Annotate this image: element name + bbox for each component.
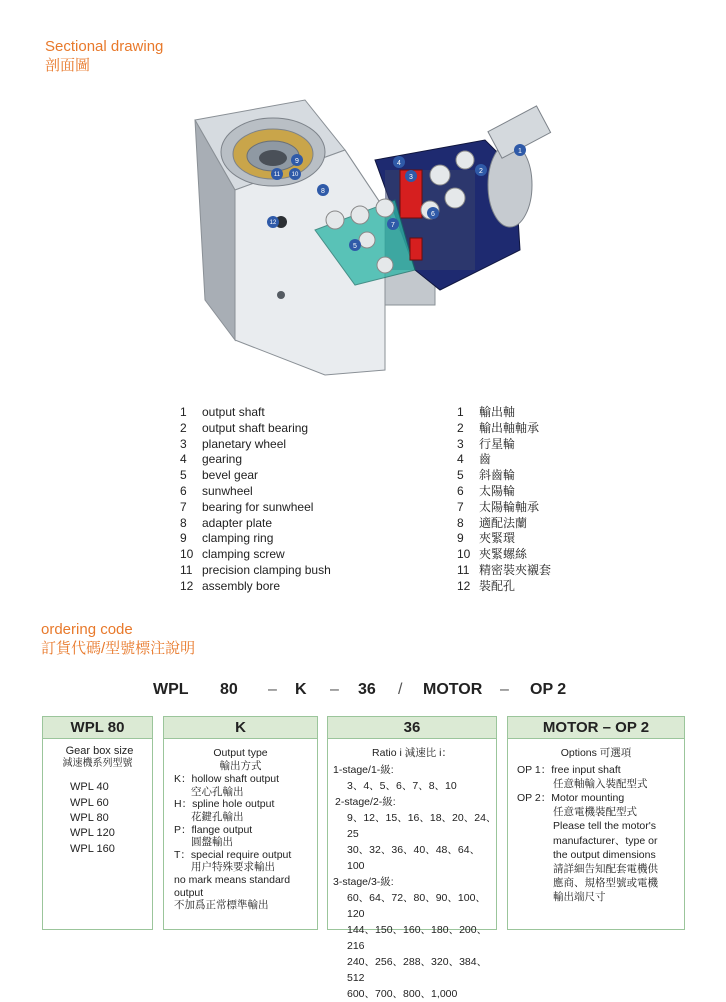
part-zh-label: 斜齒輪 (479, 468, 516, 483)
box-ratio-body (327, 747, 497, 1002)
box-output-type-body (163, 747, 318, 912)
box-motor-body (507, 747, 685, 905)
part-en-row (180, 531, 331, 547)
callout-10 (289, 168, 301, 180)
svg-text:8: 8 (321, 188, 325, 195)
output-type-line: P：flange output (174, 823, 253, 836)
svg-text:3: 3 (409, 174, 413, 181)
callout-5 (349, 239, 361, 251)
part-en-label: clamping screw (202, 547, 285, 562)
svg-text:2: 2 (479, 168, 483, 175)
callout-4 (393, 156, 405, 168)
part-en-label: assembly bore (202, 578, 281, 593)
callout-8 (317, 184, 329, 196)
ratio-line: 2-stage/2-級: (335, 795, 396, 808)
part-zh-row (457, 579, 551, 595)
part-en-label: gearing (202, 452, 243, 467)
code-output-type: K (295, 681, 307, 698)
part-zh-row (457, 468, 551, 484)
size-item-line: WPL 60 (70, 796, 109, 809)
ordering-code-heading (41, 620, 195, 658)
part-en-label: bearing for sunwheel (202, 499, 314, 514)
part-zh-label: 輸出軸 (479, 405, 516, 419)
part-en-row (180, 500, 331, 516)
motor-option-line: 輸出端尺寸 (553, 891, 606, 904)
ordering-code-line (0, 681, 726, 701)
callout-11 (271, 168, 283, 180)
output-type-line: 花鍵孔輸出 (191, 810, 244, 823)
motor-option-line: 請詳細告知配套電機供 (553, 863, 658, 876)
part-en-row (180, 421, 331, 437)
part-en-row (180, 437, 331, 453)
parts-list-en (180, 405, 331, 595)
part-en-number: 4 (180, 452, 187, 467)
size-item-line: WPL 160 (70, 842, 115, 855)
part-zh-label: 適配法蘭 (479, 515, 528, 530)
callout-3 (405, 170, 417, 182)
sectional-drawing-title-en: Sectional drawing (45, 38, 164, 55)
part-zh-row (457, 437, 551, 453)
box-ratio-lines (327, 762, 497, 1002)
box-size-header: WPL 80 (42, 716, 153, 739)
part-en-label: planetary wheel (202, 436, 287, 451)
part-en-label: sunwheel (202, 483, 253, 498)
box-motor-header (507, 716, 685, 739)
part-en-label: bevel gear (202, 468, 259, 483)
box-size-body (42, 745, 153, 857)
callout-1 (514, 144, 526, 156)
code-wpl: WPL (153, 681, 189, 698)
ratio-line: 30、32、36、40、48、64、100 (347, 843, 481, 872)
part-zh-number: 4 (457, 452, 464, 467)
part-en-number: 2 (180, 420, 187, 435)
part-zh-label: 太陽輪 (479, 483, 516, 498)
part-en-number: 3 (180, 436, 187, 451)
part-zh-row (457, 452, 551, 468)
code-option: OP 2 (530, 681, 567, 698)
part-zh-row (457, 516, 551, 532)
part-en-row (180, 405, 331, 421)
svg-text:12: 12 (269, 220, 277, 226)
callout-6 (427, 207, 439, 219)
part-en-label: clamping ring (202, 531, 274, 546)
svg-text:4: 4 (397, 160, 401, 167)
box-motor-title: Options 可選項 (560, 747, 632, 759)
part-en-row (180, 579, 331, 595)
motor-option-line: OP 1：free input shaft (517, 763, 621, 776)
part-en-number: 9 (180, 531, 187, 546)
part-zh-label: 輸出軸軸承 (479, 420, 540, 435)
part-zh-row (457, 500, 551, 516)
svg-text:1: 1 (518, 148, 522, 155)
part-en-label: adapter plate (202, 515, 273, 530)
motor-option-line: OP 2：Motor mounting (517, 792, 625, 804)
part-en-label: precision clamping bush (202, 562, 331, 577)
part-zh-label: 行星輪 (479, 436, 516, 451)
sectional-drawing-title-zh: 剖面圖 (45, 57, 91, 74)
svg-text:7: 7 (391, 222, 395, 229)
part-zh-number: 5 (457, 468, 464, 483)
part-zh-number: 12 (457, 578, 471, 593)
part-zh-number: 3 (457, 436, 464, 451)
code-dash-1: – (268, 681, 277, 698)
gearbox-sectional-drawing (185, 80, 545, 380)
output-type-line: 用户特殊要求輸出 (191, 861, 275, 874)
output-type-line: T：special require output (174, 848, 292, 861)
part-zh-number: 6 (457, 483, 464, 498)
box-output-type-header: K (163, 716, 318, 739)
part-en-number: 8 (180, 515, 187, 530)
output-type-line: 空心孔輸出 (191, 785, 244, 798)
part-zh-row (457, 405, 551, 421)
ratio-line: 144、150、160、180、200、216 (347, 923, 488, 952)
part-zh-label: 精密裝夾襯套 (479, 562, 552, 577)
motor-option-line: the output dimensions (553, 848, 656, 861)
box-motor-header-op: OP 2 (615, 719, 650, 736)
box-size-subtitle: 減速機系列型號 (62, 757, 133, 769)
code-size: 80 (220, 681, 238, 698)
output-type-line: K：hollow shaft output (174, 773, 280, 786)
motor-option-line: Please tell the motor's (553, 820, 656, 833)
output-type-line: no mark means standard (174, 873, 291, 886)
ratio-line: 60、64、72、80、90、100、120 (347, 891, 486, 920)
code-motor: MOTOR (423, 681, 483, 698)
box-output-type-subtitle: 輸出方式 (219, 759, 262, 772)
ratio-line: 1-stage/1-級: (333, 763, 394, 776)
part-en-number: 11 (180, 562, 193, 577)
part-zh-row (457, 421, 551, 437)
part-en-label: output shaft (202, 405, 265, 419)
code-dash-3: – (500, 681, 509, 698)
code-dash-2: – (330, 681, 339, 698)
part-zh-label: 齒 (479, 452, 492, 467)
motor-option-line: 任意電機裝配型式 (553, 806, 637, 819)
ratio-line: 3、4、5、6、7、8、10 (347, 779, 457, 792)
box-ratio-header: 36 (327, 716, 497, 739)
box-motor-lines (507, 763, 685, 905)
part-zh-number: 8 (457, 515, 464, 530)
part-en-row (180, 468, 331, 484)
size-item-line: WPL 80 (70, 812, 109, 824)
part-en-row (180, 516, 331, 532)
ratio-line: 9、12、15、16、18、20、24、25 (347, 811, 497, 840)
part-en-row (180, 547, 331, 563)
ordering-code-title-en: ordering code (41, 621, 133, 638)
output-type-line: output (174, 886, 204, 899)
box-size-list (42, 780, 153, 857)
box-motor-header-dash: – (602, 719, 611, 736)
part-en-number: 5 (180, 468, 187, 483)
part-en-label: output shaft bearing (202, 420, 309, 435)
output-type-line: 圓盤輸出 (191, 836, 233, 849)
box-ratio-title: Ratio i 減速比 i： (372, 747, 452, 759)
output-type-line: H：spline hole output (174, 798, 275, 811)
part-zh-row (457, 531, 551, 547)
code-slash: / (398, 681, 403, 698)
ratio-line: 240、256、288、320、384、512 (347, 955, 488, 984)
motor-option-line: 任意軸輸入裝配型式 (553, 777, 648, 790)
part-zh-label: 夾緊環 (479, 531, 516, 546)
part-en-number: 12 (180, 578, 194, 593)
svg-text:5: 5 (353, 243, 357, 250)
part-zh-row (457, 484, 551, 500)
callout-2 (475, 164, 487, 176)
motor-option-line: 應商、規格型號或電機 (553, 877, 658, 890)
sectional-drawing-heading (45, 37, 163, 75)
callout-9 (291, 154, 303, 166)
ratio-line: 600、700、800、1,000 (347, 987, 458, 1000)
part-zh-number: 1 (457, 405, 464, 419)
part-zh-label: 裝配孔 (479, 578, 516, 593)
box-size-title: Gear box size (65, 745, 134, 757)
callout-7 (387, 218, 399, 230)
motor-option-line: manufacturer、type or (553, 834, 658, 847)
part-en-number: 10 (180, 547, 194, 562)
size-item-line: WPL 120 (70, 827, 115, 840)
ratio-line: 3-stage/3-級: (333, 875, 394, 888)
code-ratio: 36 (358, 681, 376, 698)
part-zh-label: 太陽輪軸承 (479, 499, 540, 514)
part-zh-row (457, 547, 551, 563)
part-zh-row (457, 563, 551, 579)
part-en-row (180, 452, 331, 468)
output-type-line: 不加爲正常標準輸出 (174, 899, 269, 912)
part-zh-number: 9 (457, 531, 464, 546)
svg-text:6: 6 (431, 211, 435, 218)
part-zh-number: 11 (457, 562, 470, 577)
part-zh-number: 7 (457, 499, 464, 514)
part-en-row (180, 563, 331, 579)
size-item-line: WPL 40 (70, 781, 109, 794)
svg-text:10: 10 (291, 172, 299, 178)
parts-list-zh (457, 405, 551, 595)
part-zh-number: 10 (457, 547, 471, 562)
part-en-number: 7 (180, 499, 187, 514)
svg-text:11: 11 (273, 172, 281, 178)
callout-12 (267, 216, 279, 228)
ordering-code-title-zh: 訂貨代碼/型號標注說明 (41, 640, 196, 657)
box-output-type-lines (163, 773, 318, 912)
part-en-row (180, 484, 331, 500)
part-zh-number: 2 (457, 420, 464, 435)
part-en-number: 6 (180, 483, 187, 498)
part-en-number: 1 (180, 405, 187, 419)
box-output-type-title: Output type (213, 747, 268, 759)
svg-text:9: 9 (295, 158, 299, 165)
box-motor-header-main: MOTOR (542, 719, 599, 736)
part-zh-label: 夾緊螺絲 (479, 547, 528, 562)
